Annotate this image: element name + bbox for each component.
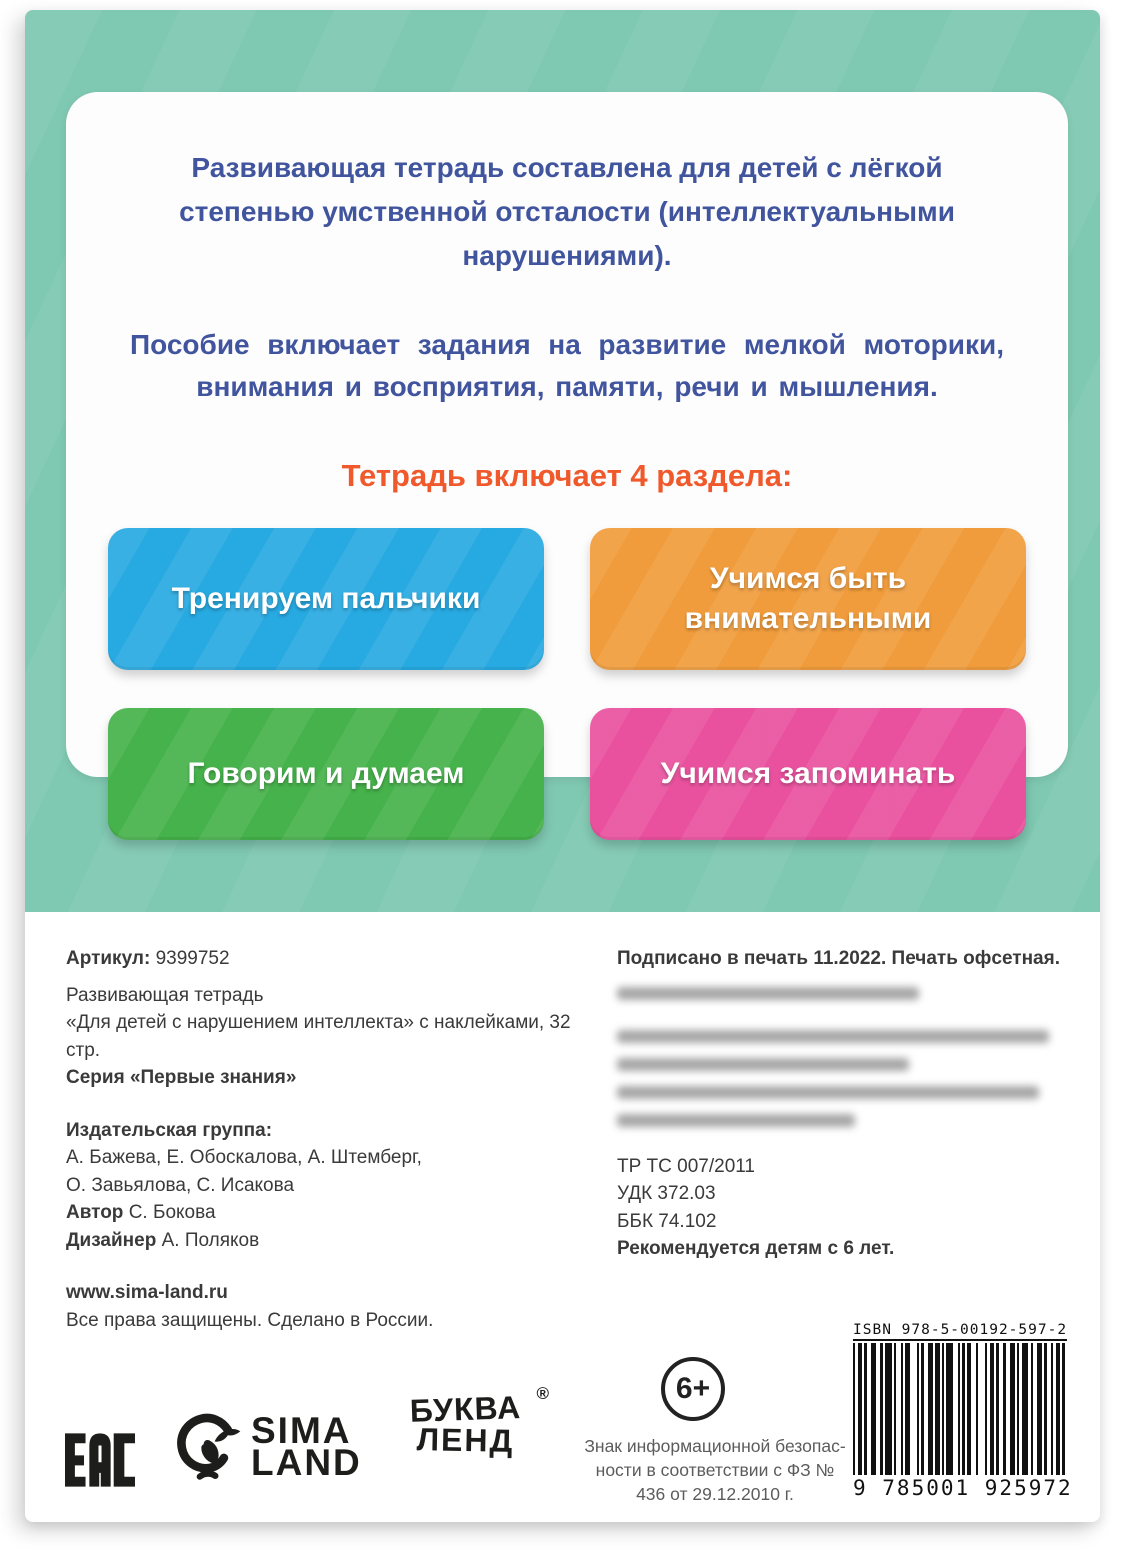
blurred-text-line bbox=[617, 1030, 1049, 1043]
isbn-text: ISBN 978-5-00192-597-2 bbox=[853, 1322, 1067, 1341]
isbn-barcode bbox=[853, 1322, 1073, 1500]
author-label: Автор bbox=[66, 1202, 124, 1223]
bukva-lend-line-1: БУКВА bbox=[409, 1389, 522, 1429]
sima-land-dolphin-icon bbox=[167, 1408, 245, 1486]
barcode-digits: 9 785001 925972 bbox=[853, 1476, 1073, 1500]
blurred-text-line bbox=[617, 987, 919, 1000]
blurred-text-line bbox=[617, 1086, 1039, 1099]
sima-land-logo bbox=[167, 1408, 362, 1486]
bbk-line: ББК 74.102 bbox=[617, 1210, 717, 1232]
colophon-left-column bbox=[66, 945, 571, 1334]
author-value: С. Бокова bbox=[123, 1202, 216, 1223]
sections-grid bbox=[108, 528, 1026, 840]
sima-land-wordmark bbox=[251, 1410, 362, 1483]
bukva-lend-logo bbox=[398, 1384, 549, 1459]
barcode-bars bbox=[853, 1343, 1067, 1475]
age-rating-badge: 6+ bbox=[661, 1357, 725, 1421]
blurred-text-line bbox=[617, 1058, 909, 1071]
safety-note-line-2: ности в соответствии с ФЗ № bbox=[595, 1460, 835, 1480]
sima-land-line-2: LAND bbox=[251, 1442, 362, 1483]
codes-block bbox=[617, 1153, 1062, 1263]
section-card-being-attentive: Учимся быть внимательными bbox=[590, 528, 1026, 670]
product-title-line-1: Развивающая тетрадь bbox=[66, 984, 264, 1006]
blurred-text-line bbox=[617, 1114, 855, 1127]
article-value: 9399752 bbox=[150, 948, 230, 969]
section-card-training-fingers: Тренируем пальчики bbox=[108, 528, 544, 670]
intro-paragraph-2: Пособие включает задания на развитие мелкой моторики, внимания и восприятия, памяти, речи и мышления. bbox=[130, 329, 1004, 402]
section-card-memorizing: Учимся запоминать bbox=[590, 708, 1026, 840]
colophon-right-column bbox=[617, 945, 1062, 1263]
safety-note-line-3: 436 от 29.12.2010 г. bbox=[636, 1484, 794, 1504]
print-info-line: Подписано в печать 11.2022. Печать офсетная. bbox=[617, 948, 1060, 969]
article-line bbox=[66, 945, 571, 973]
blurred-address-block bbox=[617, 1030, 1062, 1127]
rights-line: Все права защищены. Сделано в России. bbox=[66, 1309, 434, 1331]
eac-certification-icon bbox=[65, 1427, 135, 1493]
safety-note-line-1: Знак информационной безопас- bbox=[584, 1436, 846, 1456]
series-line: Серия «Первые знания» bbox=[66, 1067, 297, 1088]
bukva-lend-line-2: ЛЕНД bbox=[416, 1421, 515, 1459]
designer-line bbox=[66, 1227, 571, 1255]
book-back-cover bbox=[25, 10, 1100, 1522]
information-safety-note bbox=[555, 1434, 875, 1506]
sections-heading: Тетрадь включает 4 раздела: bbox=[341, 458, 793, 493]
section-card-talk-and-think: Говорим и думаем bbox=[108, 708, 544, 840]
product-title-line-2: «Для детей с нарушением интеллекта» с наклейками, 32 стр. bbox=[66, 1012, 571, 1061]
blurred-text-block bbox=[617, 987, 1062, 1000]
designer-label: Дизайнер bbox=[66, 1229, 157, 1251]
intro-paragraph-1: Развивающая тетрадь составлена для детей с лёгкой степенью умственной отсталости (интеллектуальными нарушениями). bbox=[179, 152, 955, 271]
author-line bbox=[66, 1199, 571, 1227]
age-recommendation-line: Рекомендуется детям с 6 лет. bbox=[617, 1238, 895, 1259]
intro-card bbox=[66, 92, 1068, 790]
registered-trademark-icon: ® bbox=[536, 1384, 549, 1403]
tr-ts-line: ТР ТС 007/2011 bbox=[617, 1155, 756, 1177]
article-label: Артикул: bbox=[66, 948, 151, 969]
publishing-group-line-1: А. Бажева, Е. Обоскалова, А. Штемберг, bbox=[66, 1147, 422, 1168]
publishing-group-line-2: О. Завьялова, С. Исакова bbox=[66, 1174, 295, 1196]
designer-value: А. Поляков bbox=[156, 1229, 260, 1251]
website-line: www.sima-land.ru bbox=[66, 1282, 228, 1303]
sima-land-line-1: SIMA bbox=[251, 1410, 352, 1451]
publishing-group-label: Издательская группа: bbox=[66, 1119, 273, 1141]
udk-line: УДК 372.03 bbox=[617, 1183, 716, 1204]
